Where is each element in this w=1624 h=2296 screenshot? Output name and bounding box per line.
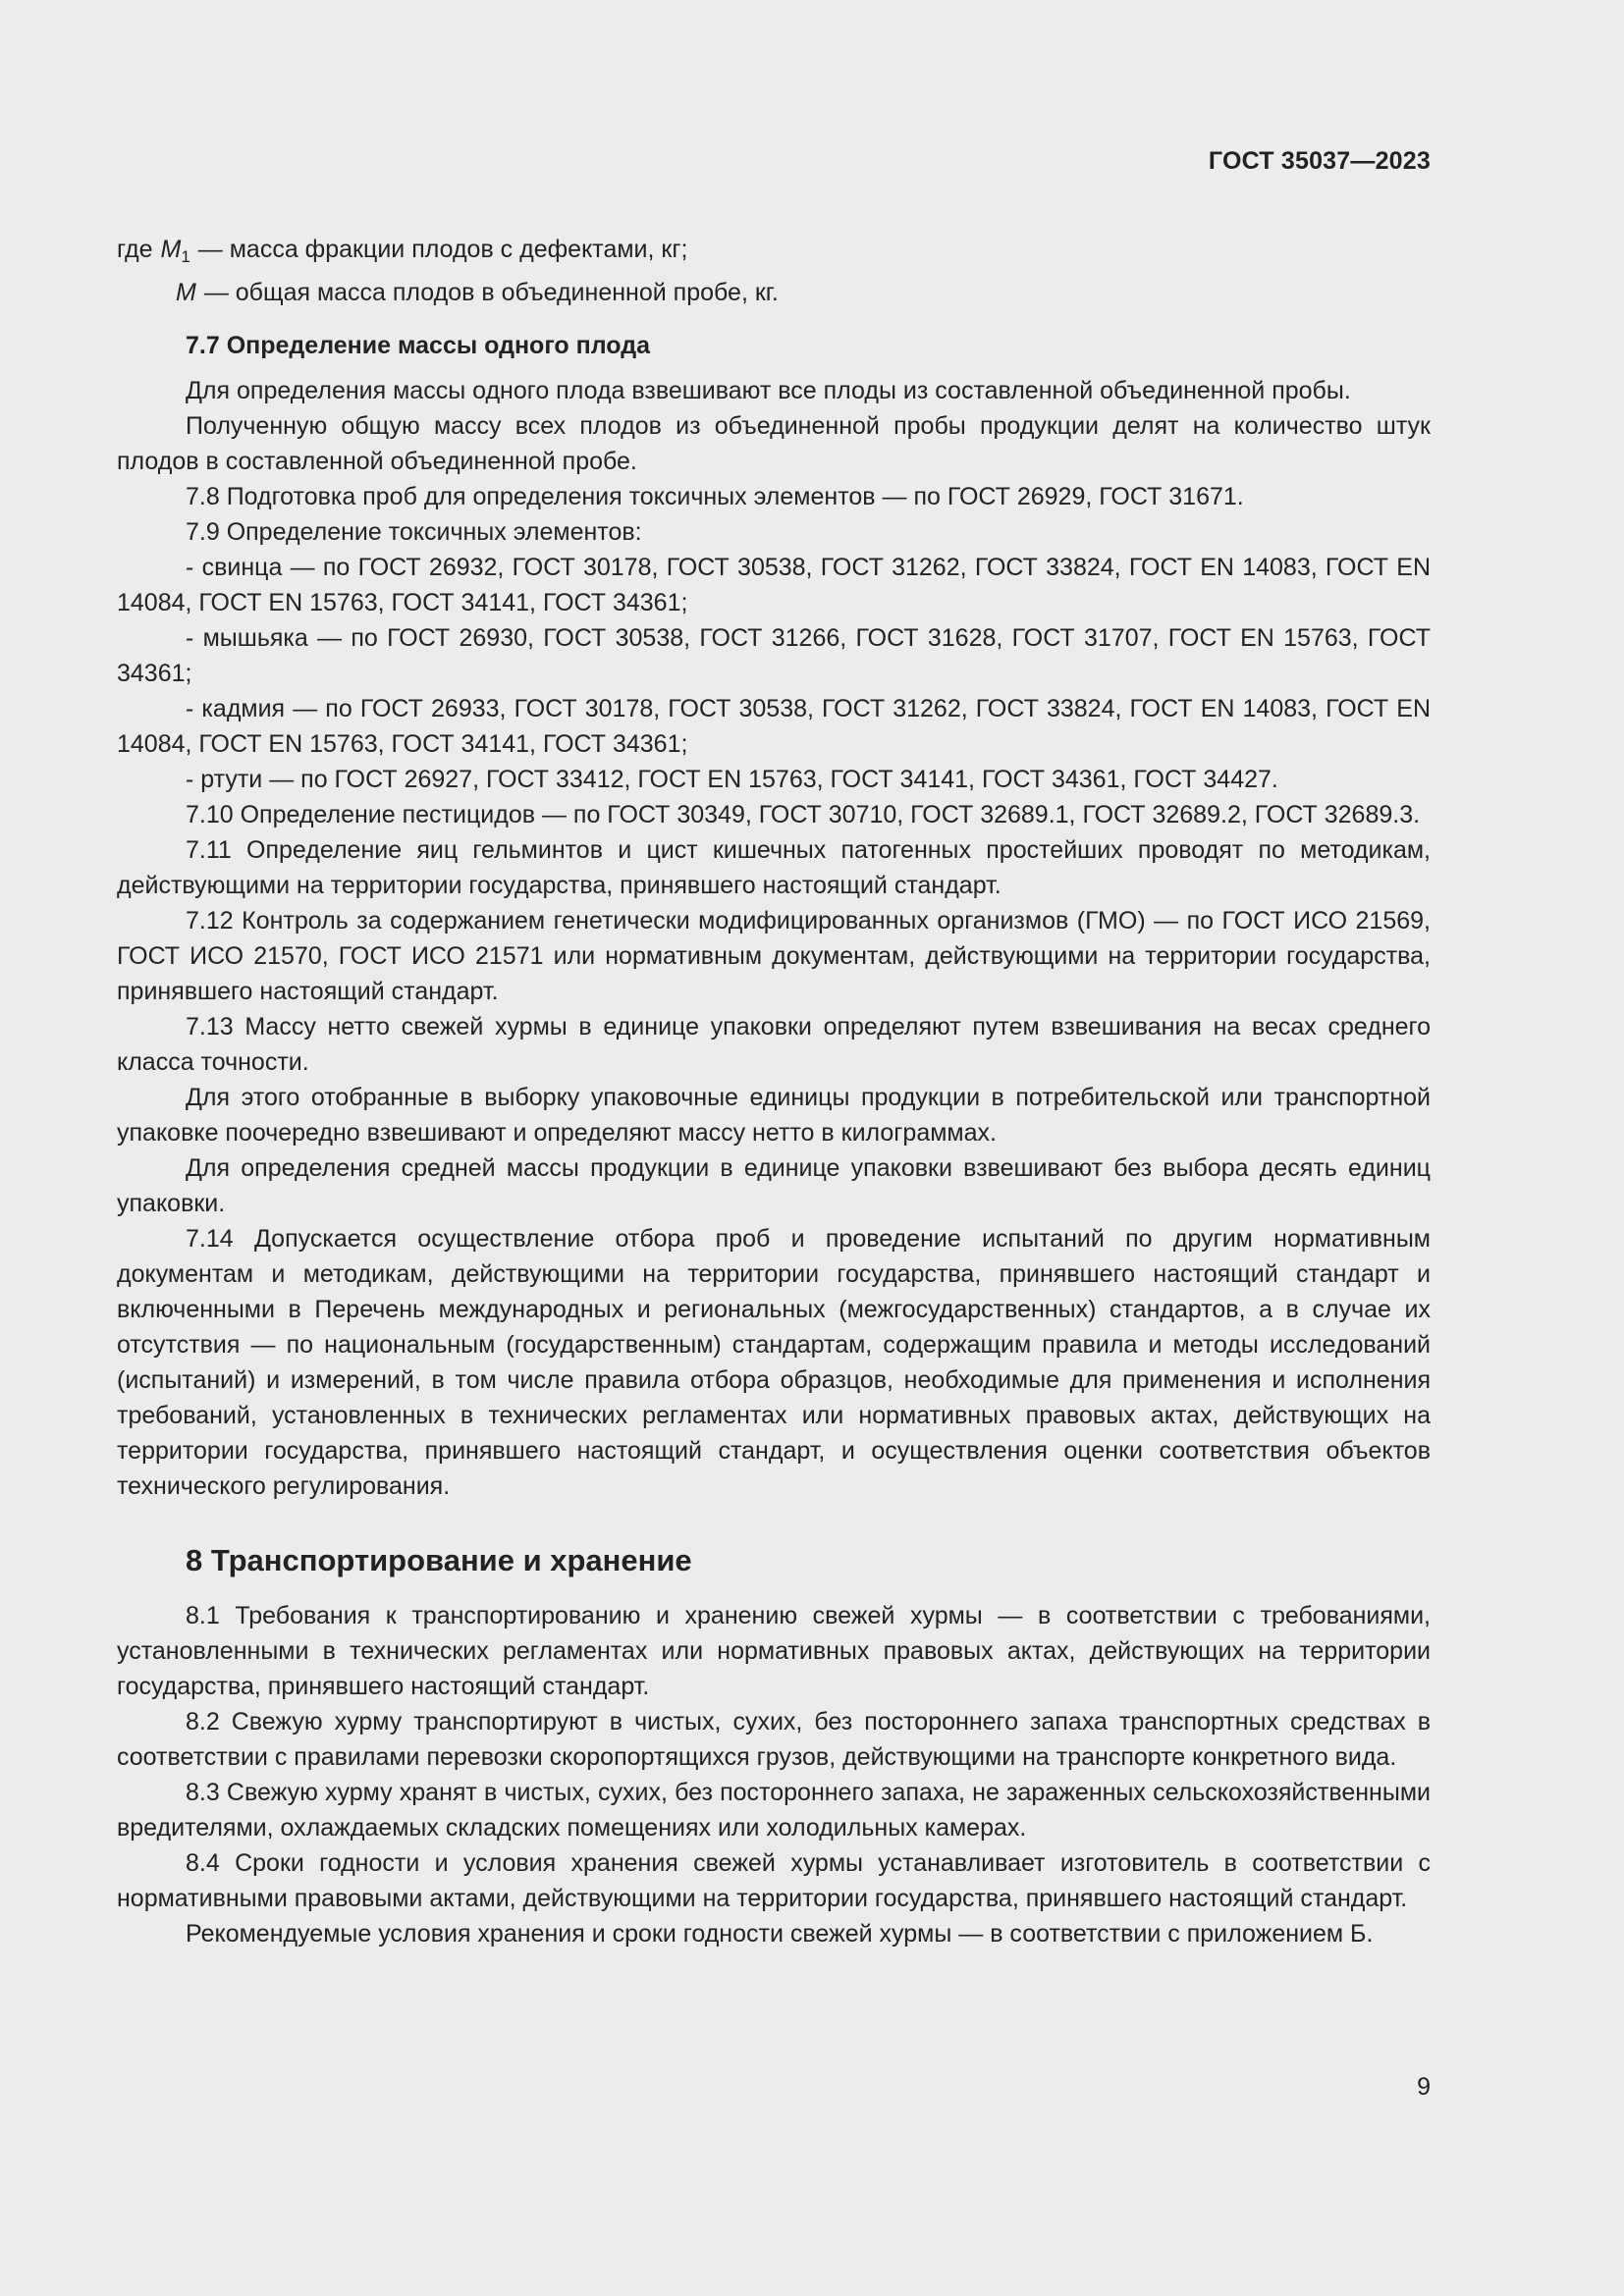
formula-legend-row-1 bbox=[117, 232, 1431, 275]
list-item: - ртути — по ГОСТ 26927, ГОСТ 33412, ГОСТ EN 15763, ГОСТ 34141, ГОСТ 34361, ГОСТ 34427. bbox=[186, 766, 1278, 793]
list-item: - мышьяка — по ГОСТ 26930, ГОСТ 30538, ГОСТ 31266, ГОСТ 31628, ГОСТ 31707, ГОСТ EN 15763, ГОСТ 34361; bbox=[117, 624, 1431, 687]
paragraph: 8.4 Сроки годности и условия хранения свежей хурмы устанавливает изготовитель в соответствии с нормативными правовыми актами, действующими на территории государства, принявшего настоящий стандарт. bbox=[117, 1849, 1431, 1912]
paragraph: 7.10 Определение пестицидов — по ГОСТ 30349, ГОСТ 30710, ГОСТ 32689.1, ГОСТ 32689.2, ГОСТ 32689.3. bbox=[186, 801, 1421, 828]
list-item: - кадмия — по ГОСТ 26933, ГОСТ 30178, ГОСТ 30538, ГОСТ 31262, ГОСТ 33824, ГОСТ EN 14083, ГОСТ EN 14084, ГОСТ EN 15763, ГОСТ 34141, ГОСТ 34361; bbox=[117, 695, 1431, 758]
paragraph: 7.13 Массу нетто свежей хурмы в единице упаковки определяют путем взвешивания на весах среднего класса точности. bbox=[117, 1013, 1431, 1076]
legend-desc-2: — общая масса плодов в объединенной пробе, кг. bbox=[203, 279, 779, 306]
legend-var-2: M bbox=[176, 279, 196, 306]
paragraph: Для определения средней массы продукции в единице упаковки взвешивают без выбора десять единиц упаковки. bbox=[117, 1154, 1431, 1217]
paragraph: Для этого отобранные в выборку упаковочные единицы продукции в потребительской или транспортной упаковке поочередно взвешивают и определяют массу нетто в килограммах. bbox=[117, 1084, 1431, 1147]
page-number: 9 bbox=[1417, 2073, 1431, 2101]
legend-var-1: $M_1$ bbox=[160, 236, 190, 266]
legend-desc-1: — масса фракции плодов с дефектами, кг; bbox=[197, 236, 688, 263]
paragraph: 8.2 Свежую хурму транспортируют в чистых, сухих, без постороннего запаха транспортных средствах в соответствии с правилами перевозки скоропортящихся грузов, действующими на транспорте конкретного вида. bbox=[117, 1708, 1431, 1771]
paragraph: Полученную общую массу всех плодов из объединенной пробы продукции делят на количество штук плодов в составленной объединенной пробе. bbox=[117, 412, 1431, 475]
paragraph: 7.9 Определение токсичных элементов: bbox=[186, 518, 642, 546]
paragraph: 8.1 Требования к транспортированию и хранению свежей хурмы — в соответствии с требованиями, установленными в технических регламентах или нормативных правовых актах, действующих на территории государства, принявшего настоящий стандарт. bbox=[117, 1602, 1431, 1700]
section-7-7-heading: 7.7 Определение массы одного плода bbox=[186, 332, 650, 359]
paragraph: Для определения массы одного плода взвешивают все плоды из составленной объединенной пробы. bbox=[186, 377, 1351, 404]
list-item: - свинца — по ГОСТ 26932, ГОСТ 30178, ГОСТ 30538, ГОСТ 31262, ГОСТ 33824, ГОСТ EN 14083, ГОСТ EN 14084, ГОСТ EN 15763, ГОСТ 34141, ГОСТ 34361; bbox=[117, 554, 1431, 616]
paragraph: 8.3 Свежую хурму хранят в чистых, сухих, без постороннего запаха, не зараженных сельскохозяйственными вредителями, охлаждаемых складских помещениях или холодильных камерах. bbox=[117, 1779, 1431, 1842]
paragraph: 7.14 Допускается осуществление отбора проб и проведение испытаний по другим нормативным документам и методикам, действующими на территории государства, принявшего настоящий стандарт и включенными в Перечень международных и региональных (межгосударственных) стандартов, а в случае их отсутствия — по национальным (государственным) стандартам, содержащим правила и методы исследований (испытаний) и измерений, в том числе правила отбора образцов, необходимые для применения и исполнения требований, установленных в технических регламентах или нормативных правовых актах, действующих на территории государства, принявшего настоящий стандарт, и осуществления оценки соответствия объектов технического регулирования. bbox=[117, 1225, 1431, 1500]
legend-lead: где bbox=[117, 236, 153, 263]
paragraph: 7.8 Подготовка проб для определения токсичных элементов — по ГОСТ 26929, ГОСТ 31671. bbox=[186, 483, 1244, 510]
paragraph: 7.11 Определение яиц гельминтов и цист кишечных патогенных простейших проводят по методикам, действующими на территории государства, принявшего настоящий стандарт. bbox=[117, 836, 1431, 899]
formula-legend-row-2 bbox=[117, 275, 1431, 310]
paragraph: Рекомендуемые условия хранения и сроки годности свежей хурмы — в соответствии с приложением Б. bbox=[186, 1920, 1374, 1948]
document-body bbox=[117, 232, 1431, 1951]
section-8-heading: 8 Транспортирование и хранение bbox=[186, 1543, 692, 1577]
document-id: ГОСТ 35037—2023 bbox=[1208, 147, 1431, 175]
paragraph: 7.12 Контроль за содержанием генетически модифицированных организмов (ГМО) — по ГОСТ ИСО 21569, ГОСТ ИСО 21570, ГОСТ ИСО 21571 или нормативным документам, действующими на территории государства, принявшего настоящий стандарт. bbox=[117, 907, 1431, 1005]
